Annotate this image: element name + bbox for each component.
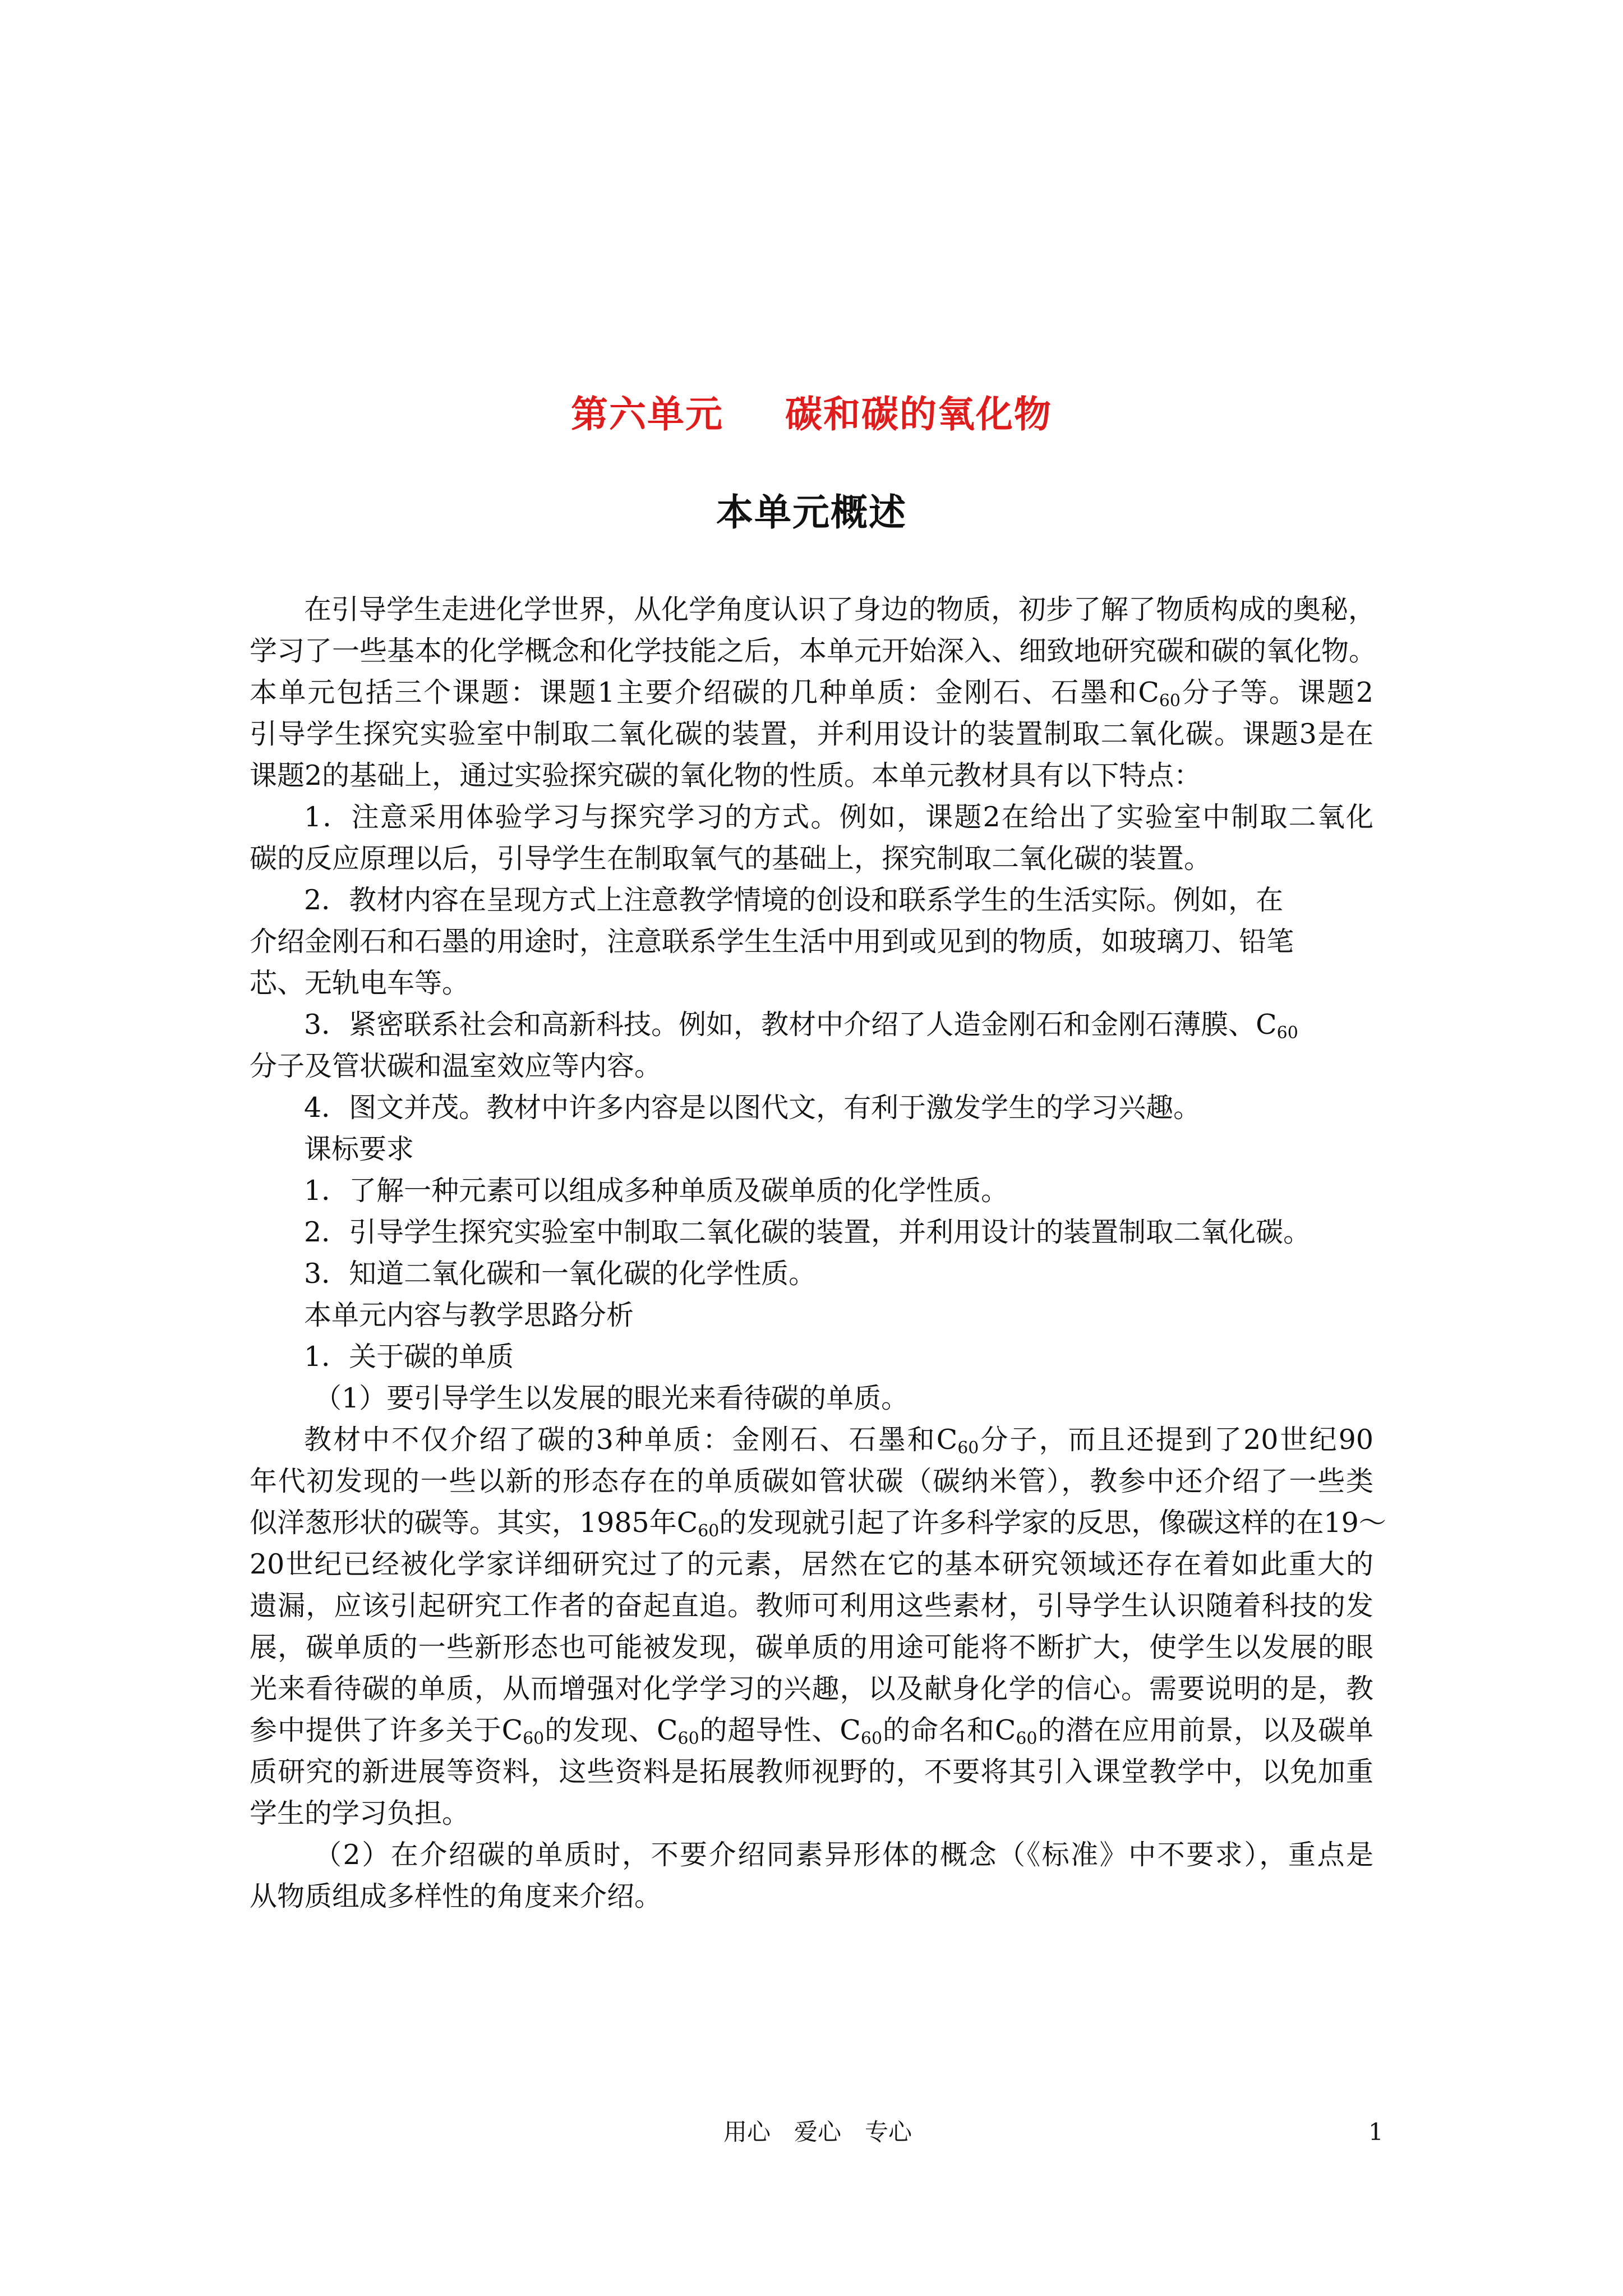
list-item-line: 2．教材内容在呈现方式上注意教学情境的创设和联系学生的生活实际。例如，在 [304,884,1284,916]
paragraph-line: 遗漏，应该引起研究工作者的奋起直追。教师可利用这些素材，引导学生认识随着科技的发 [250,1590,1373,1622]
subheading: 1．关于碳的单质 [304,1341,514,1373]
list-item-line: 分子及管状碳和温室效应等内容。 [250,1050,662,1082]
list-item-line: （2）在介绍碳的单质时，不要介绍同素异形体的概念（《标准》中不要求），重点是 [314,1839,1373,1871]
list-item-line: （1）要引导学生以发展的眼光来看待碳的单质。 [314,1382,909,1414]
list-item-line: 1．了解一种元素可以组成多种单质及碳单质的化学性质。 [304,1175,1009,1207]
paragraph-line: 在引导学生走进化学世界，从化学角度认识了身边的物质，初步了解了物质构成的奥秘， [304,593,1376,625]
list-item-line: 1．注意采用体验学习与探究学习的方式。例如，课题2在给出了实验室中制取二氧化 [304,801,1373,833]
paragraph-line: 20世纪已经被化学家详细研究过了的元素，居然在它的基本研究领域还存在着如此重大的 [250,1548,1373,1580]
list-item-line: 3．紧密联系社会和高新科技。例如，教材中介绍了人造金刚石和金刚石薄膜、$C_{60}$ [304,1009,1298,1043]
paragraph-line: 质研究的新进展等资料，这些资料是拓展教师视野的，不要将其引入课堂教学中，以免加重 [250,1756,1373,1788]
unit-topic: 碳和碳的氧化物 [785,393,1052,436]
section-heading: 本单元概述 [716,491,907,534]
unit-number: 第六单元 [571,393,723,436]
subheading: 本单元内容与教学思路分析 [304,1299,634,1331]
paragraph-line: 似洋葱形状的碳等。其实，1985年$C_{60}$的发现就引起了许多科学家的反思，像碳这样的在19～ [250,1507,1386,1541]
paragraph-line: 学生的学习负担。 [250,1797,470,1829]
paragraph-line: 教材中不仅介绍了碳的3种单质：金刚石、石墨和$C_{60}$分子，而且还提到了20世纪90 [304,1424,1373,1458]
paragraph-line: 引导学生探究实验室中制取二氧化碳的装置，并利用设计的装置制取二氧化碳。课题3是在 [250,718,1373,750]
list-item-line: 4．图文并茂。教材中许多内容是以图代文，有利于激发学生的学习兴趣。 [304,1092,1201,1124]
list-item-line: 3．知道二氧化碳和一氧化碳的化学性质。 [304,1258,817,1290]
paragraph-line: 学习了一些基本的化学概念和化学技能之后，本单元开始深入、细致地研究碳和碳的氧化物。 [250,635,1377,667]
list-item-line: 碳的反应原理以后，引导学生在制取氧气的基础上，探究制取二氧化碳的装置。 [250,843,1212,875]
paragraph-line: 参中提供了许多关于$C_{60}$的发现、$C_{60}$的超导性、$C_{60}$的命名和$C_{60}$的潜在应用前景，以及碳单 [250,1714,1373,1749]
paragraph-line: 光来看待碳的单质，从而增强对化学学习的兴趣，以及献身化学的信心。需要说明的是，教 [250,1673,1373,1705]
list-item-line: 从物质组成多样性的角度来介绍。 [250,1880,662,1912]
paragraph-line: 本单元包括三个课题：课题1主要介绍碳的几种单质：金刚石、石墨和$C_{60}$分子等。课题2 [250,677,1373,711]
paragraph-line: 年代初发现的一些以新的形态存在的单质碳如管状碳（碳纳米管），教参中还介绍了一些类 [250,1465,1373,1497]
page-number: 1 [1368,2118,1384,2146]
unit-title [0,384,1623,438]
list-item-line: 介绍金刚石和石墨的用途时，注意联系学生生活中用到或见到的物质，如玻璃刀、铅笔 [250,926,1294,958]
page-footer: 用心 爱心 专心 [723,2118,912,2146]
list-item-line: 芯、无轨电车等。 [250,967,470,999]
list-item-line: 2．引导学生探究实验室中制取二氧化碳的装置，并利用设计的装置制取二氧化碳。 [304,1216,1311,1248]
paragraph-line: 展，碳单质的一些新形态也可能被发现，碳单质的用途可能将不断扩大，使学生以发展的眼 [250,1631,1373,1663]
paragraph-line: 课题2的基础上，通过实验探究碳的氧化物的性质。本单元教材具有以下特点： [250,760,1202,792]
subheading: 课标要求 [304,1133,414,1165]
